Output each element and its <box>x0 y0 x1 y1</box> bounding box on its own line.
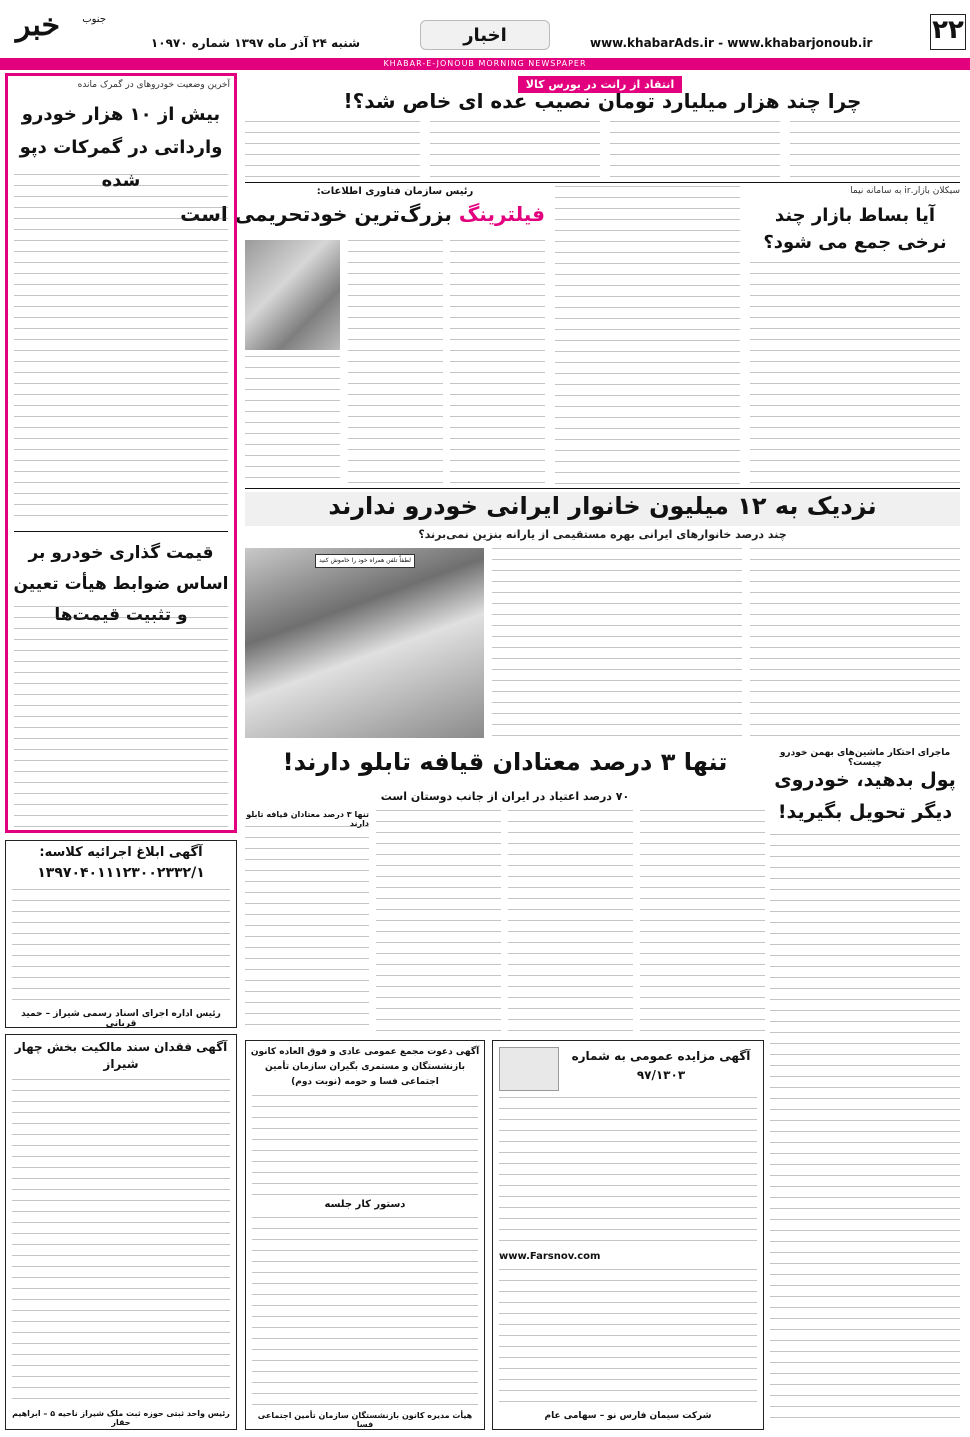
left-column-frame <box>5 73 237 833</box>
story-filtering-headline-accent: فیلترینگ <box>458 202 545 226</box>
story-saipa-kicker: ماجرای احتکار ماشین‌های بهمن خودرو چیست؟ <box>779 748 951 768</box>
story-addiction <box>245 748 765 1036</box>
fuel-station-photo <box>245 548 484 738</box>
story-rent-col2 <box>610 121 780 179</box>
story-rent-col1 <box>790 121 960 179</box>
divider <box>245 182 960 183</box>
story-fuel-col1 <box>750 548 960 738</box>
story-addiction-headline: تنها ۳ درصد معتادان قیافه تابلو دارند! <box>282 748 728 776</box>
ad-auction-body-top <box>499 1097 757 1247</box>
ad-deed <box>5 1034 237 1430</box>
story-fuel <box>245 492 960 742</box>
story-saipa-body <box>770 834 960 1426</box>
fuel-pump-sign: لطفاً تلفن همراه خود را خاموش کنید <box>315 554 415 568</box>
story-customs-body <box>14 174 228 526</box>
ad-enforcement <box>5 840 237 1028</box>
divider <box>245 488 960 489</box>
story-filtering-col1 <box>450 240 545 484</box>
story-rent-kicker: انتقاد از رانت در بورس کالا <box>518 76 682 93</box>
story-market-body <box>750 262 960 484</box>
ad-assembly-agenda <box>252 1217 478 1407</box>
story-rent <box>245 73 960 181</box>
ad-auction-website[interactable]: www.Farsnov.com <box>499 1251 601 1262</box>
ad-enforcement-body <box>12 889 230 1007</box>
story-fuel-subhead: چند درصد خانوارهای ایرانی بهره مستقیمی از یارانه بنزین نمی‌برند؟ <box>418 528 787 541</box>
story-saipa-headline: پول بدهید، خودروی دیگر تحویل بگیرید! <box>774 769 956 823</box>
story-addiction-subhead: ۷۰ درصد اعتیاد در ایران از جانب دوستان است <box>380 790 630 803</box>
story-addiction-col3 <box>376 810 501 1034</box>
story-addiction-inner-heading: تنها ۳ درصد معتادان قیافه تابلو دارند <box>246 810 369 828</box>
ad-auction-body-bottom <box>499 1269 757 1409</box>
ad-assembly-agenda-heading: دستور کار جلسه <box>324 1199 406 1210</box>
ad-enforcement-number: ۱۳۹۷۰۴۰۱۱۱۲۳۰۰۲۳۳۲/۱ <box>37 865 205 881</box>
story-fuel-headline: نزدیک به ۱۲ میلیون خانوار ایرانی خودرو ندارند <box>245 492 960 526</box>
official-photo <box>245 240 340 350</box>
story-addiction-col1 <box>640 810 765 1034</box>
story-rent-col4 <box>245 121 420 179</box>
story-pricing-body <box>14 606 228 828</box>
masthead-bar: KHABAR-E-JONOUB MORNING NEWSPAPER <box>0 58 970 70</box>
ad-assembly-signature: هیأت مدیره کانون بازنشستگان سازمان تأمین اجتماعی فسا <box>257 1411 473 1429</box>
ad-enforcement-signature: رئیس اداره اجرای اسناد رسمی شیراز – حمید قربانی <box>21 1009 221 1029</box>
ad-auction-signature: شرکت سیمان فارس نو – سهامی عام <box>544 1411 712 1421</box>
website-urls[interactable]: www.khabarAds.ir - www.khabarjonoub.ir <box>590 36 873 50</box>
masthead <box>0 0 970 60</box>
ad-deed-body <box>12 1079 230 1405</box>
story-filtering-col2 <box>348 240 443 484</box>
logo-subtitle: جنوب <box>82 14 106 25</box>
story-customs-kicker: آخرین وضعیت خودروهای در گمرک مانده <box>77 80 230 90</box>
story-market <box>750 186 960 486</box>
story-addiction-col2 <box>508 810 633 1034</box>
company-logo-icon <box>499 1047 559 1091</box>
ad-assembly-body <box>252 1095 478 1195</box>
ad-assembly <box>245 1040 485 1430</box>
ad-deed-title: آگهی فقدان سند مالکیت بخش چهار شیراز <box>14 1040 228 1071</box>
newspaper-logo: خبر <box>15 8 61 43</box>
ad-assembly-title: آگهی دعوت مجمع عمومی عادی و فوق العاده کانون بازنشستگان و مستمری بگیران سازمان تأمین اجتماعی فسا و حومه (نوبت دوم) <box>250 1047 480 1087</box>
story-market-source: سیکلان بازار.ir به سامانه نیما <box>850 186 960 196</box>
story-addiction-col4 <box>245 826 369 1034</box>
story-market-headline: آیا بساط بازار چند نرخی جمع می شود؟ <box>763 205 947 253</box>
divider <box>14 531 228 532</box>
section-title: اخبار <box>420 20 550 50</box>
story-market-continued <box>555 186 740 486</box>
story-rent-headline: چرا چند هزار میلیارد تومان نصیب عده ای خاص شد؟! <box>343 89 862 113</box>
story-saipa <box>770 748 960 1428</box>
story-filtering-headline <box>180 202 545 234</box>
story-pricing-headline: قیمت گذاری خودرو بر اساس ضوابط هیأت تعیین و تثبیت قیمت‌ها <box>13 543 229 625</box>
ad-enforcement-title: آگهی ابلاغ اجرائیه کلاسه: <box>39 845 203 860</box>
story-fuel-col2 <box>492 548 742 738</box>
story-filtering <box>180 186 545 486</box>
page-number: ۲۲ <box>930 14 966 50</box>
ad-auction <box>492 1040 764 1430</box>
ad-auction-title: آگهی مزایده عمومی به شماره ۹۷/۱۳۰۳ <box>571 1049 751 1082</box>
story-customs-headline: بیش از ۱۰ هزار خودرو وارداتی در گمرکات دپو شده <box>19 104 223 191</box>
story-filtering-headline-rest: بزرگ‌ترین خودتحریمی است <box>180 202 459 226</box>
dateline: شنبه ۲۴ آذر ماه ۱۳۹۷ شماره ۱۰۹۷۰ <box>150 36 360 50</box>
ad-deed-signature: رئیس واحد ثبتی حوزه ثبت ملک شیراز ناحیه ۵ – ابراهیم حقار <box>12 1409 230 1427</box>
story-rent-col3 <box>430 121 600 179</box>
story-filtering-col3 <box>245 356 340 484</box>
story-filtering-subhead: رئیس سازمان فناوری اطلاعات: <box>316 186 474 197</box>
